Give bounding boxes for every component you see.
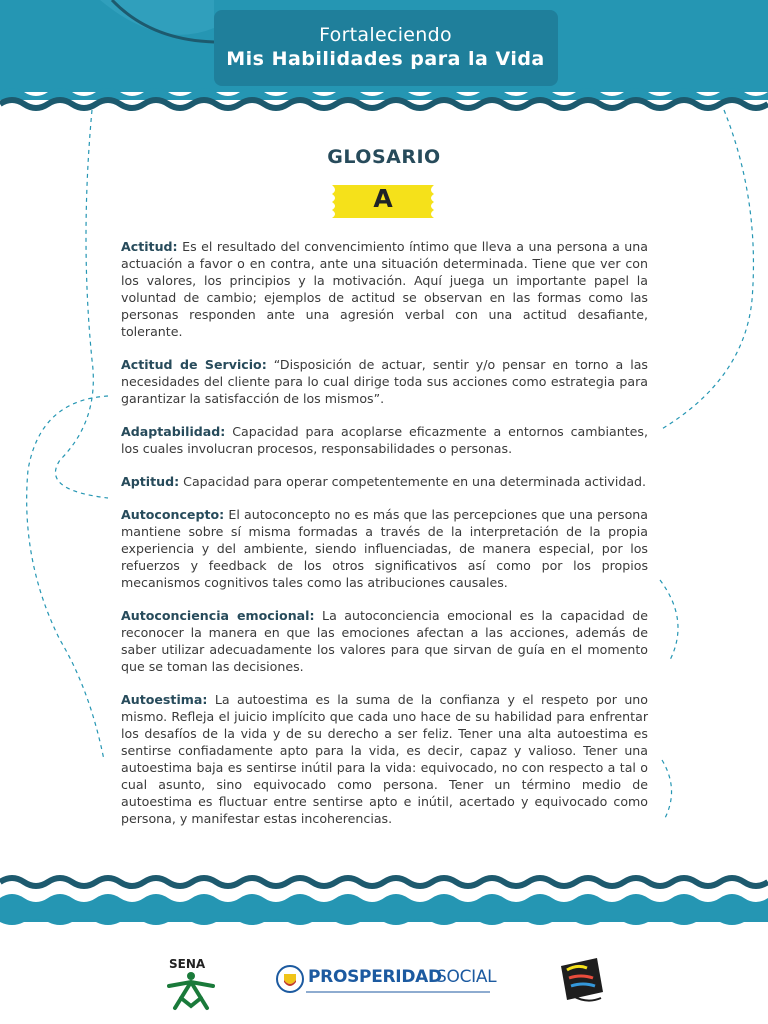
glossary-entry xyxy=(121,473,648,490)
section-letter: A xyxy=(373,184,393,213)
entry-definition: El autoconcepto no es más que las percepciones que una persona mantiene sobre sí misma formadas a través de la interpretación de la propia experiencia y del ambiente, siendo influenciadas, de manera especial, por los refuerzos y feedback de los otros significativos así como por los propios mecanismos cognitivos tales como las atribuciones causales. xyxy=(121,507,648,590)
header-title-line1: Fortaleciendo xyxy=(319,24,452,46)
social-text: SOCIAL xyxy=(436,967,497,987)
entry-term: Autoconciencia emocional: xyxy=(121,608,315,623)
entry-definition: La autoestima es la suma de la confianza y el respeto por uno mismo. Refleja el juicio implícito que cada uno hace de su habilidad para enfrentar los desafíos de la vida y de su derecho a ser feliz. Tener una alta autoestima es sentirse confiadamente apto para la vida, es decir, capaz y valioso. Tener una autoestima baja es sentirse inútil para la vida: equivocado, no con respecto a tal o cual asunto, sino equivocado como persona. Tener un término medio de autoestima es fluctuar entre sentirse apto e inútil, acertado y equivocado como persona, y manifestar estas incoherencias. xyxy=(121,692,648,826)
sena-logo-text: SENA xyxy=(169,957,206,971)
header-title-box xyxy=(213,10,558,86)
entry-definition: Es el resultado del convencimiento íntimo que lleva a una persona a una actuación a favor o en contra, ante una situación determinada. Tiene que ver con los valores, los principios y la motivación. Aquí juega un importante papel la voluntad de cambio; ejemplos de actitud se observan en las formas como las personas responden ante una agresión verbal con una actitud desafiante, tolerante. xyxy=(121,239,648,339)
entry-term: Autoestima: xyxy=(121,692,208,707)
glossary-entry xyxy=(121,691,648,827)
entry-term: Aptitud: xyxy=(121,474,180,489)
glossary-entry xyxy=(121,506,648,591)
glossary-title: GLOSARIO xyxy=(327,146,441,168)
entry-term: Actitud: xyxy=(121,239,178,254)
glossary-content xyxy=(121,238,648,843)
entry-term: Adaptabilidad: xyxy=(121,424,226,439)
campaign-logo xyxy=(553,952,609,1008)
glossary-entry xyxy=(121,356,648,407)
glossary-entry xyxy=(121,238,648,340)
prosperidad-text: PROSPERIDAD xyxy=(308,967,442,987)
entry-definition: La autoconciencia emocional es la capacidad de reconocer la manera en que las emociones afectan a las acciones, además de saber utilizar adecuadamente los valores para que sirvan de guía en el momento que se toman las decisiones. xyxy=(121,608,648,674)
entry-definition: Capacidad para acoplarse eficazmente a entornos cambiantes, los cuales involucran procesos, responsabilidades o personas. xyxy=(121,424,648,456)
footer-wave-band xyxy=(0,872,768,932)
entry-term: Actitud de Servicio: xyxy=(121,357,267,372)
entry-term: Autoconcepto: xyxy=(121,507,225,522)
entry-definition: “Disposición de actuar, sentir y/o pensar en torno a las necesidades del cliente para lo cual dirige toda sus acciones como estrategia para garantizar la satisfacción de los mismos”. xyxy=(121,357,648,406)
glossary-entry xyxy=(121,607,648,675)
glossary-entry xyxy=(121,423,648,457)
sena-logo xyxy=(163,956,219,1012)
entry-definition: Capacidad para operar competentemente en una determinada actividad. xyxy=(183,474,647,489)
header-title-line2: Mis Habilidades para la Vida xyxy=(226,48,545,70)
